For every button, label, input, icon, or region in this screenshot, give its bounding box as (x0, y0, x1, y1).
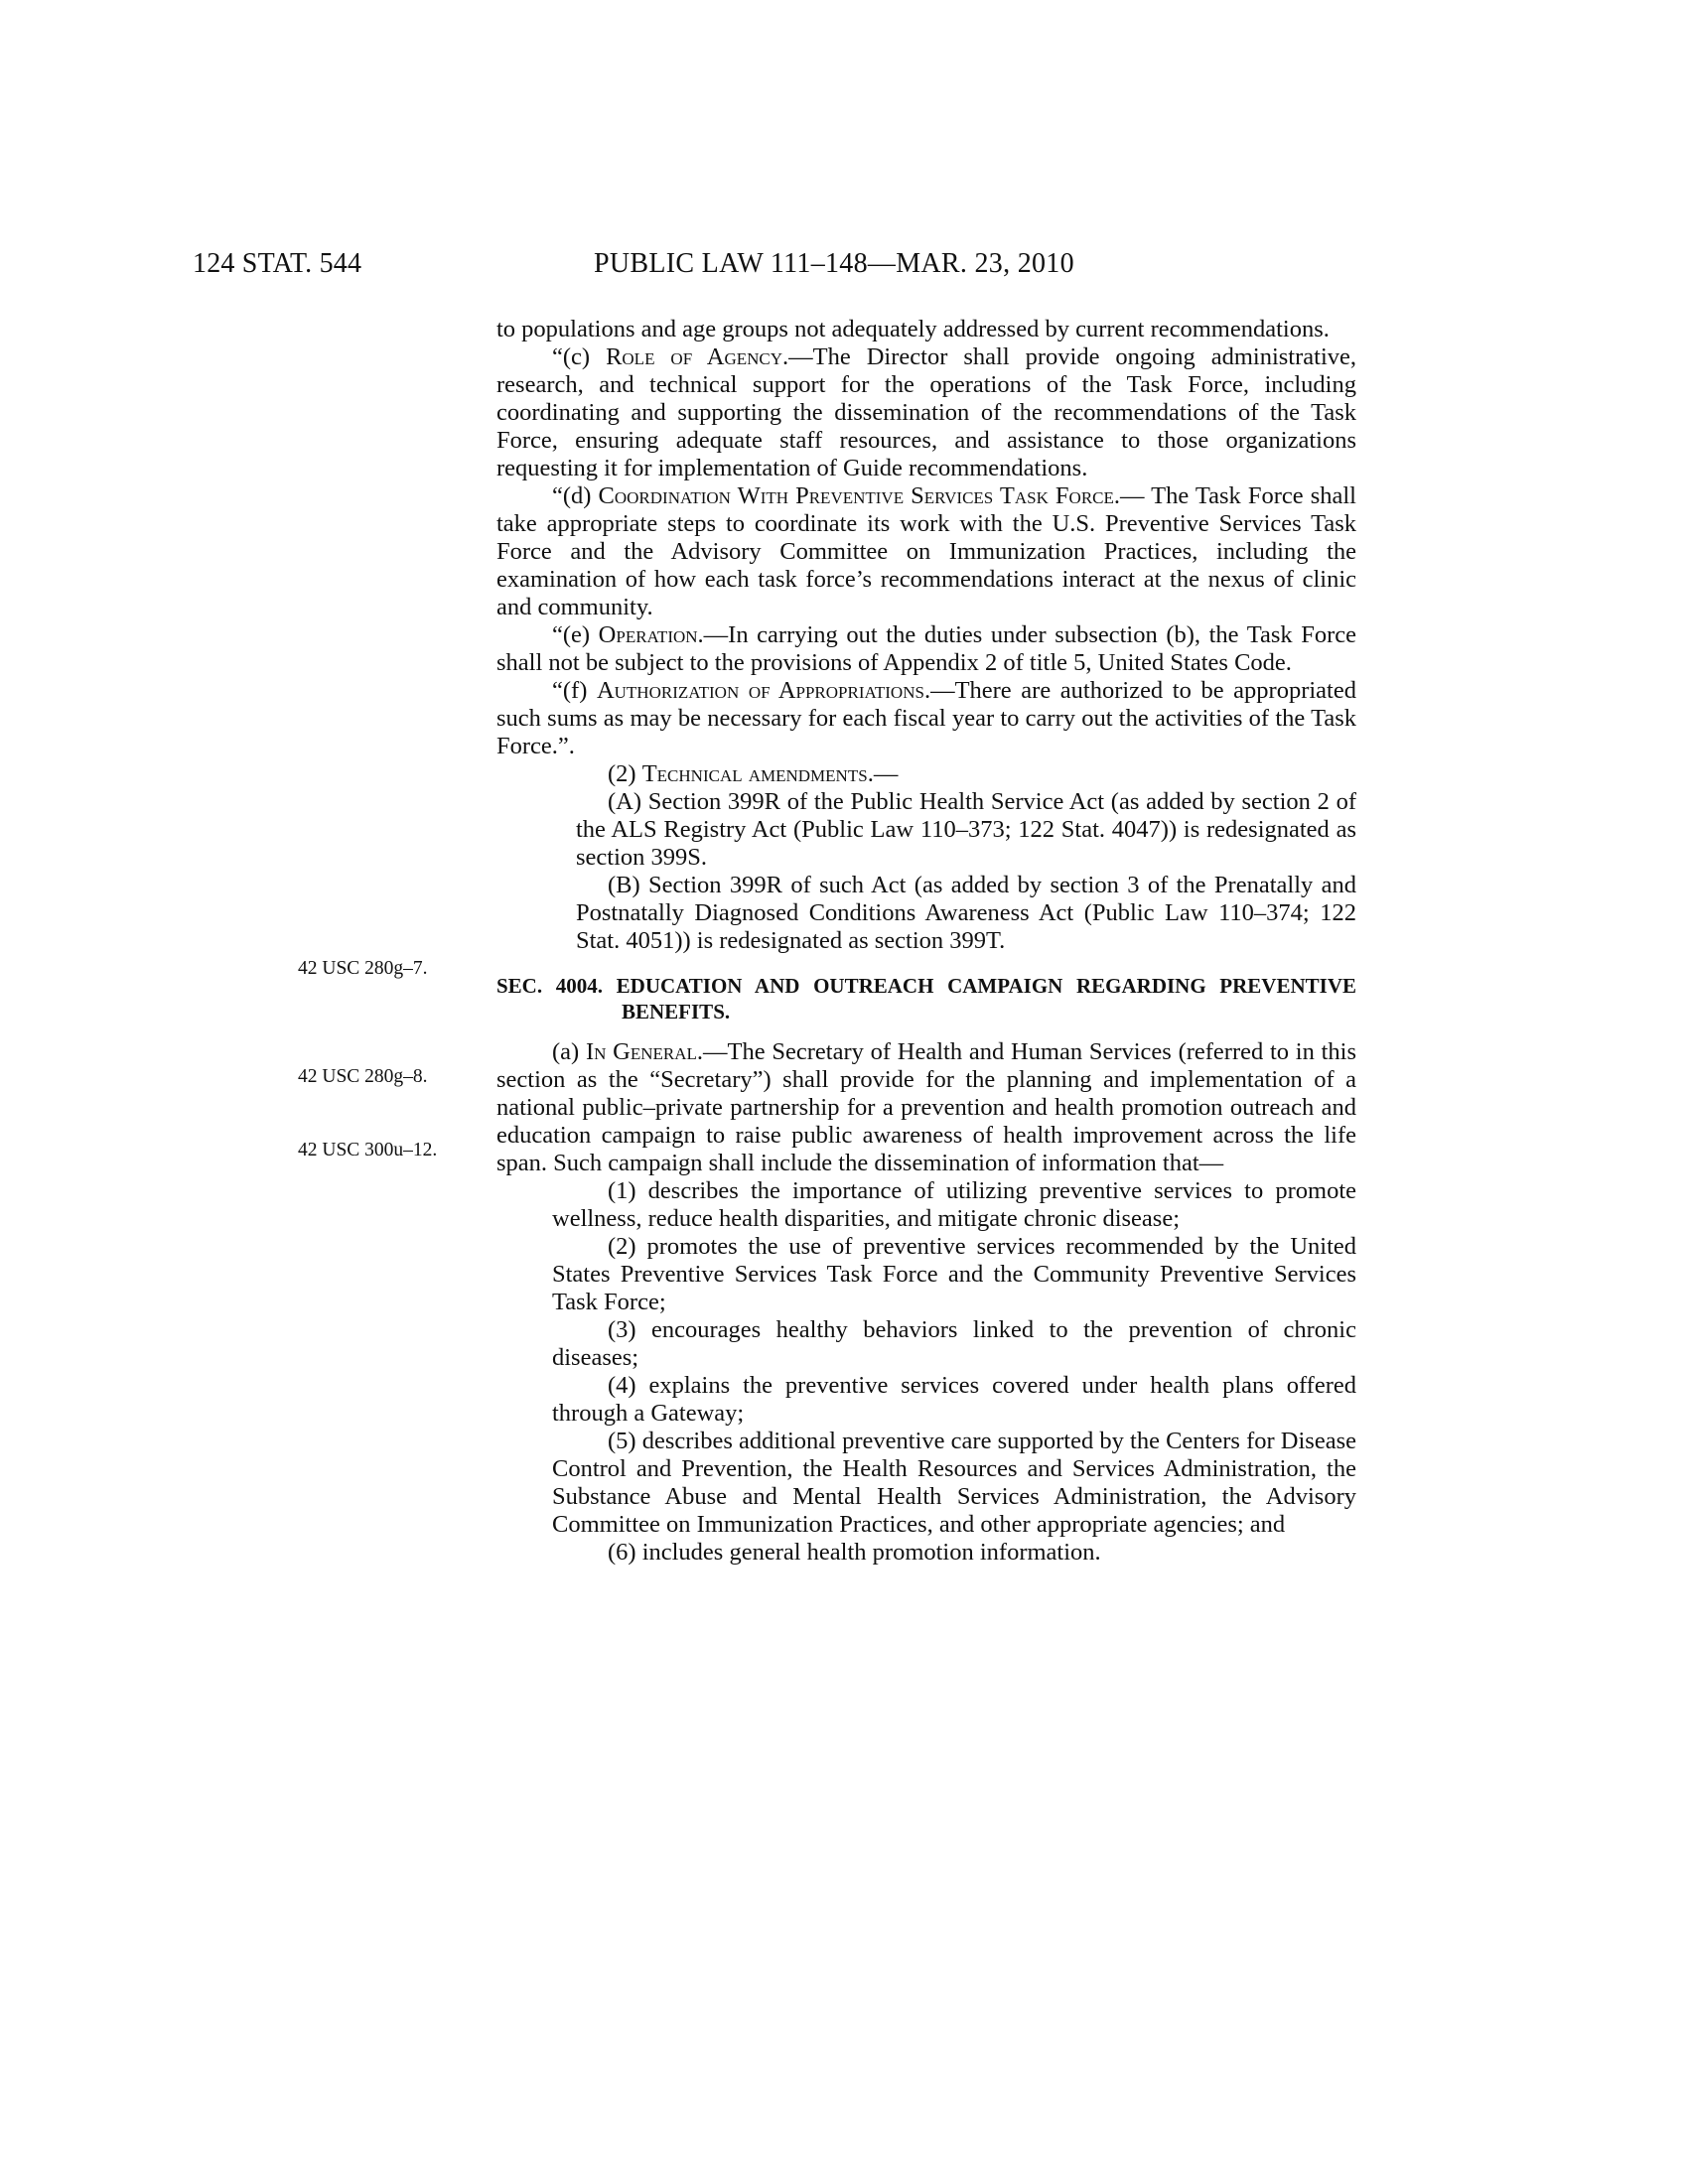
technical-amendments: (2) Technical amendments.— (608, 760, 899, 787)
information-list (496, 1177, 1356, 1567)
list-item: (2) promotes the use of preventive services recommended by the United States Preventive Services Task Force and the Community Preventive Services Task Force; (552, 1233, 1356, 1315)
list-item: (1) describes the importance of utilizing preventive services to promote wellness, reduce health disparities, and mitigate chronic disease; (552, 1177, 1356, 1232)
subsection-d: “(d) Coordination With Preventive Services Task Force.— The Task Force shall take appropriate steps to coordinate its work with the U.S. Preventive Services Task Force and the Advisory Committee on Immunization Practices, including the examination of how each task force’s recommendations interact at the nexus of clinic and community. (496, 482, 1356, 620)
stat-page-number: 124 STAT. 544 (193, 248, 362, 279)
subsection-c: “(c) Role of Agency.—The Director shall provide ongoing administrative, research, and technical support for the operations of the Task Force, including coordinating and supporting the dissemination of the recommendations of the Task Force, ensuring adequate staff resources, and assistance to those organizations requesting it for implementation of Guide recommendations. (496, 343, 1356, 481)
subsection-f: “(f) Authorization of Appropriations.—There are authorized to be appropriated such sums as may be necessary for each fiscal year to carry out the activities of the Task Force.”. (496, 677, 1356, 759)
page-header (0, 248, 1688, 288)
technical-amendments-heading: Technical amendments (641, 760, 868, 787)
public-law-title: PUBLIC LAW 111–148—MAR. 23, 2010 (594, 248, 1074, 279)
subsection-c-heading: Role of Agency (606, 343, 783, 370)
section-a-heading: In General (585, 1038, 697, 1065)
amendment-a: (A) Section 399R of the Public Health Service Act (as added by section 2 of the ALS Registry Act (Public Law 110–373; 122 Stat. 4047)) is redesignated as section 399S. (576, 788, 1356, 871)
subsection-e: “(e) Operation.—In carrying out the duties under subsection (b), the Task Force shall not be subject to the provisions of Appendix 2 of title 5, United States Code. (496, 621, 1356, 676)
subsection-e-heading: Operation (598, 621, 698, 648)
list-item: (5) describes additional preventive care supported by the Centers for Disease Control and Prevention, the Health Resources and Services Administration, the Substance Abuse and Mental Health Services Administration, the Advisory Committee on Immunization Practices, and other appropriate agencies; and (552, 1428, 1356, 1538)
section-a: (a) In General.—The Secretary of Health and Human Services (referred to in this section as the “Secretary”) shall provide for the planning and implementation of a national public–private partnership for a prevention and health promotion outreach and education campaign to raise public awareness of health improvement across the life span. Such campaign shall include the dissemination of information that— (496, 1038, 1356, 1176)
section-heading: SEC. 4004. EDUCATION AND OUTREACH CAMPAIGN REGARDING PREVENTIVE BENEFITS. (496, 974, 1356, 1024)
list-item: (3) encourages healthy behaviors linked to the prevention of chronic diseases; (552, 1316, 1356, 1371)
margin-note-usc: 42 USC 280g–8. (298, 1066, 428, 1087)
subsection-d-heading: Coordination With Preventive Services Task Force (598, 482, 1114, 509)
list-item: (6) includes general health promotion information. (608, 1539, 1101, 1566)
continuation-paragraph: to populations and age groups not adequately addressed by current recommendations. (496, 316, 1330, 342)
amendment-b: (B) Section 399R of such Act (as added by section 3 of the Prenatally and Postnatally Diagnosed Conditions Awareness Act (Public Law 110–374; 122 Stat. 4051)) is redesignated as section 399T. (576, 872, 1356, 954)
margin-note-usc: 42 USC 300u–12. (298, 1140, 438, 1160)
margin-note-usc: 42 USC 280g–7. (298, 958, 428, 979)
list-item: (4) explains the preventive services covered under health plans offered through a Gateway; (552, 1372, 1356, 1427)
statute-text (496, 316, 1356, 1567)
subsection-f-heading: Authorization of Appropriations (596, 677, 924, 704)
